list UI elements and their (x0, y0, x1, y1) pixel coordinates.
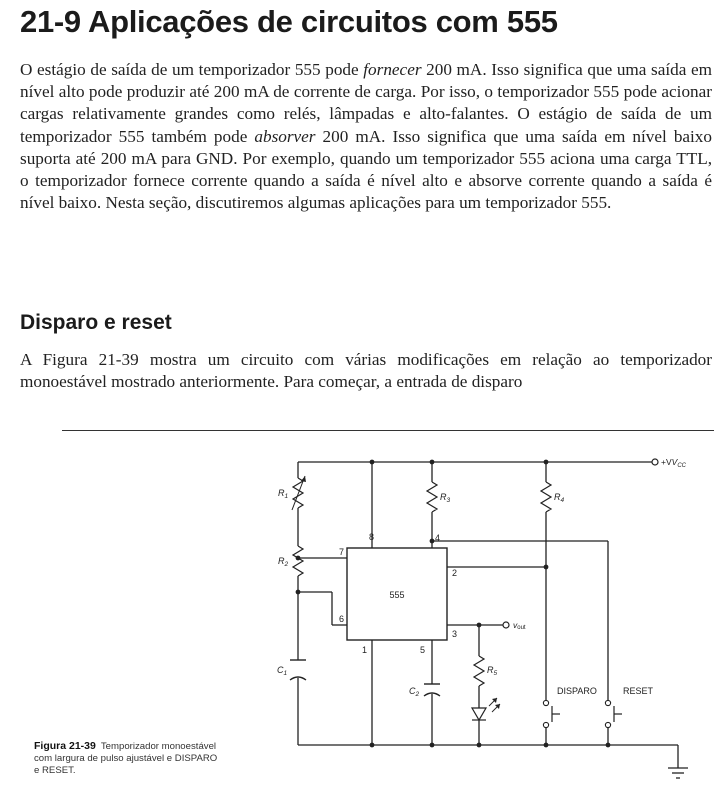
ground-icon (668, 768, 688, 778)
pin-4-label: 4 (435, 533, 441, 543)
r4-resistor (541, 482, 551, 512)
r2-label: $R_2$ (278, 556, 289, 568)
figure-label: Figura 21-39 (34, 740, 96, 752)
vout-label: vout (513, 620, 526, 631)
vcc-terminal (652, 459, 658, 465)
intro-paragraph: O estágio de saída de um temporizador 555 pode fornecer 200 mA. Isso significa que uma saída em nível alto pode produzir até 200 mA de corrente de carga. Por isso, o temporizador 555 pode acionar cargas relativamente grandes como relés, lâmpadas e alto-falantes. O estágio de saída de um temporizador 555 também pode absorver 200 mA. Isso significa que uma saída em nível baixo suporta até 200 mA para GND. Por exemplo, quando um temporizador 555 aciona uma carga TTL, o temporizador fornece corrente quando a saída é nível alto e absorve corrente quando a saída é nível baixo. Nesta seção, discutiremos algumas aplicações para um temporizador 555. (20, 60, 712, 213)
figure-caption-text: Temporizador monoestável com largura de pulso ajustável e DISPARO e RESET. (34, 741, 218, 776)
pin-8-label: 8 (369, 532, 375, 542)
pin-3-label: 3 (452, 629, 458, 639)
pin-1-label: 1 (362, 645, 368, 655)
r3-label: $R_3$ (440, 492, 451, 504)
pin-6-label: 6 (339, 614, 345, 624)
led-icon (472, 698, 500, 720)
r3-resistor (427, 482, 437, 512)
section-title: 21-9 Aplicações de circuitos com 555 (20, 4, 558, 39)
subsection-title: Disparo e reset (20, 311, 172, 334)
c1-capacitor (290, 660, 306, 680)
pin-7-label: 7 (339, 547, 345, 557)
reset-switch (605, 700, 622, 727)
figure-caption (34, 740, 224, 777)
c2-label: $C_2$ (409, 686, 420, 698)
c1-label: $C_1$ (277, 665, 288, 677)
pin-5-label: 5 (420, 645, 426, 655)
trigger-switch (543, 700, 560, 727)
vout-terminal (503, 622, 509, 628)
reset-label: RESET (623, 686, 654, 696)
pin-2-label: 2 (452, 568, 458, 578)
vcc-label: $+VV_{CC}$ (661, 457, 686, 469)
r2-resistor (293, 546, 303, 576)
chip-label: 555 (389, 590, 405, 600)
r5-resistor (474, 656, 484, 686)
r5-label: $R_5$ (487, 665, 498, 677)
trigger-label: DISPARO (557, 686, 597, 696)
r1-label: $R_1$ (278, 488, 289, 500)
subsection-paragraph: A Figura 21-39 mostra um circuito com várias modificações em relação ao temporizador monoestável mostrado anteriormente. Para começar, a entrada de disparo (20, 350, 712, 392)
r4-label: $R_4$ (554, 492, 565, 504)
